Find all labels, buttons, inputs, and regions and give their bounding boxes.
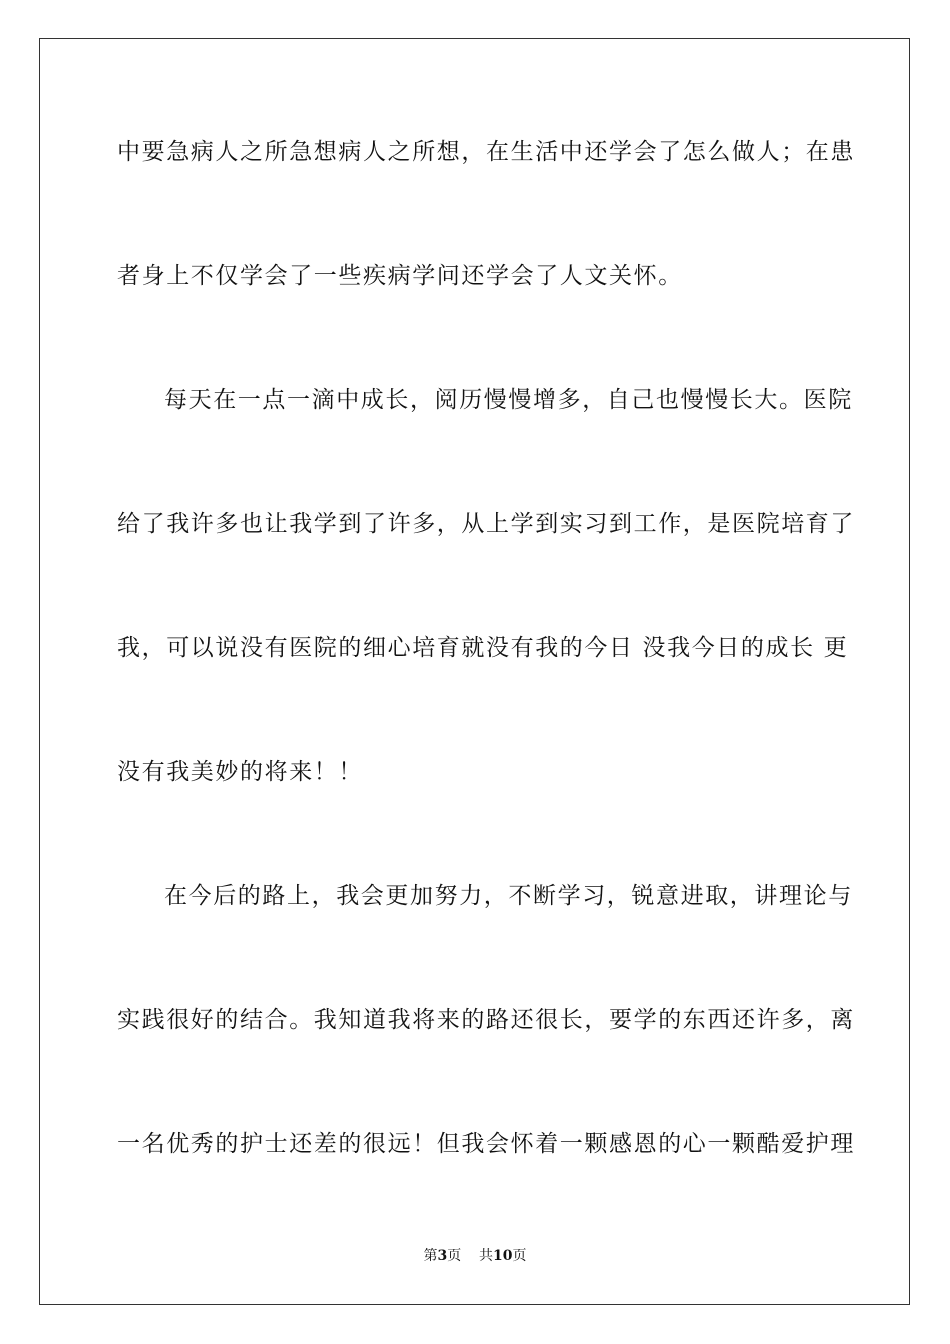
page-border: [39, 38, 910, 1305]
paragraph-line: 中要急病人之所急想病人之所想，在生活中还学会了怎么做人；在患: [117, 139, 855, 165]
paragraph-line: 没有我美妙的将来！！: [117, 759, 363, 785]
paragraph-line: 给了我许多也让我学到了许多，从上学到实习到工作，是医院培育了: [117, 511, 855, 537]
paragraph-line: 在今后的路上，我会更加努力，不断学习，锐意进取，讲理论与: [164, 883, 853, 909]
paragraph-line: 我，可以说没有医院的细心培育就没有我的今日 没我今日的成长 更: [117, 635, 849, 661]
footer-total-suffix: 页: [512, 1248, 527, 1264]
footer-page-suffix: 页: [447, 1248, 462, 1264]
footer-total-pages: 10: [493, 1248, 513, 1264]
page-footer: [0, 1246, 950, 1266]
paragraph-line: 每天在一点一滴中成长，阅历慢慢增多，自己也慢慢长大。医院: [164, 387, 853, 413]
paragraph-line: 一名优秀的护士还差的很远！但我会怀着一颗感恩的心一颗酷爱护理: [117, 1131, 855, 1157]
footer-page-prefix: 第: [423, 1248, 438, 1264]
footer-page-number: 3: [437, 1248, 448, 1264]
paragraph-line: 者身上不仅学会了一些疾病学问还学会了人文关怀。: [117, 263, 683, 289]
footer-total-prefix: 共: [479, 1248, 494, 1264]
paragraph-line: 实践很好的结合。我知道我将来的路还很长，要学的东西还许多，离: [117, 1007, 855, 1033]
